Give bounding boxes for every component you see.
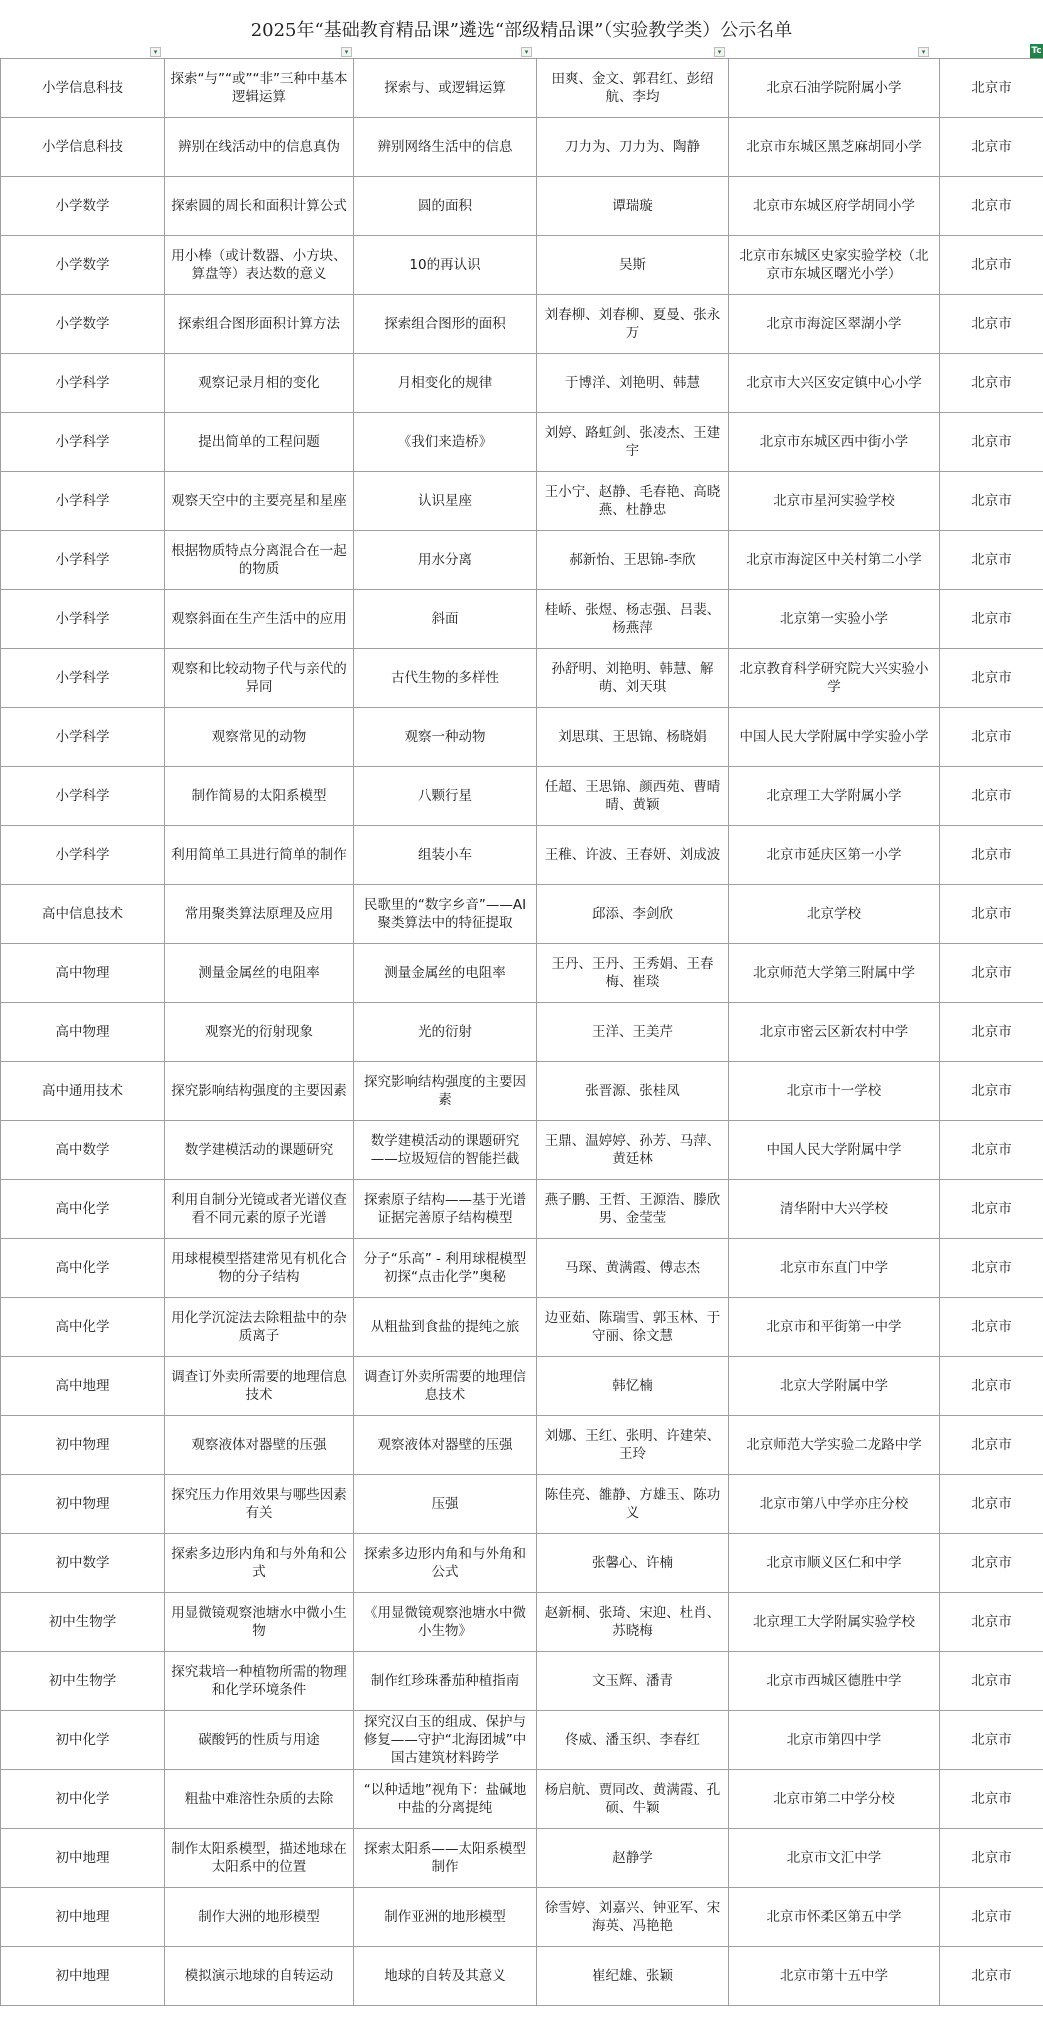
subject-cell: 高中化学 [1,1180,165,1239]
filter-dropdown-icon[interactable]: ▾ [521,47,532,57]
lesson-title-cell: “以种适地”视角下：盐碱地中盐的分离提纯 [354,1770,537,1829]
region-cell: 北京市 [940,767,1043,826]
filter-dropdown-icon[interactable]: ▾ [150,47,161,57]
experiment-cell: 探究影响结构强度的主要因素 [165,1062,354,1121]
school-cell: 北京理工大学附属实验学校 [729,1593,940,1652]
lesson-title-cell: 压强 [354,1475,537,1534]
school-cell: 北京市第二中学分校 [729,1770,940,1829]
subject-cell: 高中通用技术 [1,1062,165,1121]
subject-cell: 小学科学 [1,708,165,767]
lesson-title-cell: 观察一种动物 [354,708,537,767]
region-cell: 北京市 [940,1003,1043,1062]
experiment-cell: 利用简单工具进行简单的制作 [165,826,354,885]
school-cell: 北京市第四中学 [729,1711,940,1770]
subject-cell: 高中物理 [1,1003,165,1062]
school-cell: 北京市东城区黑芝麻胡同小学 [729,118,940,177]
region-cell: 北京市 [940,826,1043,885]
experiment-cell: 模拟演示地球的自转运动 [165,1947,354,2006]
table-row [1,767,1043,826]
table-row [1,1947,1043,2006]
lesson-title-cell: 辨别网络生活中的信息 [354,118,537,177]
experiment-cell: 观察常见的动物 [165,708,354,767]
school-cell: 北京市星河实验学校 [729,472,940,531]
teachers-cell: 谭瑞璇 [537,177,729,236]
table-row [1,590,1043,649]
table-row [1,1475,1043,1534]
teachers-cell: 刘春柳、刘春柳、夏曼、张永万 [537,295,729,354]
table-row [1,413,1043,472]
table-row [1,1121,1043,1180]
school-cell: 北京市东城区史家实验学校（北京市东城区曙光小学） [729,236,940,295]
filter-dropdown-icon[interactable]: ▾ [341,47,352,57]
teachers-cell: 刀力为、刀力为、陶静 [537,118,729,177]
table-row [1,826,1043,885]
teachers-cell: 刘思琪、王思锦、杨晓娟 [537,708,729,767]
subject-cell: 小学科学 [1,413,165,472]
teachers-cell: 王稚、许波、王春妍、刘成波 [537,826,729,885]
lesson-title-cell: 探索与、或逻辑运算 [354,59,537,118]
teachers-cell: 徐雪婷、刘嘉兴、钟亚军、宋海英、冯艳艳 [537,1888,729,1947]
table-row [1,1180,1043,1239]
region-cell: 北京市 [940,413,1043,472]
lesson-title-cell: 地球的自转及其意义 [354,1947,537,2006]
table-row [1,1770,1043,1829]
lesson-title-cell: 组装小车 [354,826,537,885]
experiment-cell: 粗盐中难溶性杂质的去除 [165,1770,354,1829]
table-row [1,354,1043,413]
lesson-title-cell: 认识星座 [354,472,537,531]
region-cell: 北京市 [940,1770,1043,1829]
lesson-title-cell: 探索原子结构——基于光谱证据完善原子结构模型 [354,1180,537,1239]
filter-dropdown-icon[interactable]: ▾ [714,47,725,57]
region-cell: 北京市 [940,59,1043,118]
experiment-cell: 碳酸钙的性质与用途 [165,1711,354,1770]
school-cell: 北京市第八中学亦庄分校 [729,1475,940,1534]
lesson-title-cell: 探究影响结构强度的主要因素 [354,1062,537,1121]
region-cell: 北京市 [940,531,1043,590]
experiment-cell: 观察和比较动物子代与亲代的异同 [165,649,354,708]
region-cell: 北京市 [940,354,1043,413]
table-row [1,59,1043,118]
table-row [1,1416,1043,1475]
subject-cell: 小学科学 [1,649,165,708]
table-row [1,1534,1043,1593]
school-cell: 清华附中大兴学校 [729,1180,940,1239]
experiment-cell: 观察光的衍射现象 [165,1003,354,1062]
school-cell: 北京市大兴区安定镇中心小学 [729,354,940,413]
experiment-cell: 利用自制分光镜或者光谱仪查看不同元素的原子光谱 [165,1180,354,1239]
experiment-cell: 制作简易的太阳系模型 [165,767,354,826]
subject-cell: 初中生物学 [1,1593,165,1652]
subject-cell: 小学科学 [1,590,165,649]
teachers-cell: 王丹、王丹、王秀娟、王春梅、崔琰 [537,944,729,1003]
region-cell: 北京市 [940,885,1043,944]
lesson-title-cell: 数学建模活动的课题研究——垃圾短信的智能拦截 [354,1121,537,1180]
table-row [1,649,1043,708]
subject-cell: 高中信息技术 [1,885,165,944]
school-cell: 北京市十一学校 [729,1062,940,1121]
teachers-cell: 吴斯 [537,236,729,295]
experiment-cell: 探究栽培一种植物所需的物理和化学环境条件 [165,1652,354,1711]
lesson-title-cell: 测量金属丝的电阻率 [354,944,537,1003]
school-cell: 北京市和平街第一中学 [729,1298,940,1357]
teachers-cell: 桂峤、张煜、杨志强、吕裴、杨燕萍 [537,590,729,649]
lesson-title-cell: 从粗盐到食盐的提纯之旅 [354,1298,537,1357]
table-row [1,1298,1043,1357]
filter-row [0,47,1043,58]
experiment-cell: 观察液体对器壁的压强 [165,1416,354,1475]
school-cell: 北京学校 [729,885,940,944]
teachers-cell: 韩忆楠 [537,1357,729,1416]
school-cell: 北京市文汇中学 [729,1829,940,1888]
award-list-table [0,58,1043,2006]
experiment-cell: 制作大洲的地形模型 [165,1888,354,1947]
region-cell: 北京市 [940,295,1043,354]
experiment-cell: 观察天空中的主要亮星和星座 [165,472,354,531]
experiment-cell: 用小棒（或计数器、小方块、算盘等）表达数的意义 [165,236,354,295]
teachers-cell: 于博洋、刘艳明、韩慧 [537,354,729,413]
subject-cell: 高中物理 [1,944,165,1003]
teachers-cell: 崔纪雄、张颖 [537,1947,729,2006]
lesson-title-cell: 圆的面积 [354,177,537,236]
teachers-cell: 陈佳亮、雒静、方雄玉、陈功义 [537,1475,729,1534]
school-cell: 北京大学附属中学 [729,1357,940,1416]
school-cell: 北京市第十五中学 [729,1947,940,2006]
lesson-title-cell: 月相变化的规律 [354,354,537,413]
lesson-title-cell: 探索组合图形的面积 [354,295,537,354]
subject-cell: 初中地理 [1,1829,165,1888]
lesson-title-cell: 探索太阳系——太阳系模型制作 [354,1829,537,1888]
subject-cell: 小学数学 [1,177,165,236]
region-cell: 北京市 [940,1652,1043,1711]
subject-cell: 初中地理 [1,1947,165,2006]
region-cell: 北京市 [940,1239,1043,1298]
subject-cell: 小学信息科技 [1,59,165,118]
experiment-cell: 制作太阳系模型，描述地球在太阳系中的位置 [165,1829,354,1888]
experiment-cell: 探索组合图形面积计算方法 [165,295,354,354]
teachers-cell: 邱添、李剑欣 [537,885,729,944]
experiment-cell: 探索多边形内角和与外角和公式 [165,1534,354,1593]
teachers-cell: 边亚茹、陈瑞雪、郭玉林、于守丽、徐文慧 [537,1298,729,1357]
award-list-body [1,59,1043,2006]
experiment-cell: 用化学沉淀法去除粗盐中的杂质离子 [165,1298,354,1357]
subject-cell: 初中化学 [1,1770,165,1829]
table-row [1,236,1043,295]
subject-cell: 初中物理 [1,1416,165,1475]
experiment-cell: 观察斜面在生产生活中的应用 [165,590,354,649]
lesson-title-cell: 八颗行星 [354,767,537,826]
subject-cell: 高中化学 [1,1298,165,1357]
school-cell: 北京石油学院附属小学 [729,59,940,118]
teachers-cell: 田爽、金文、郭君红、彭绍航、李均 [537,59,729,118]
table-row [1,295,1043,354]
experiment-cell: 提出简单的工程问题 [165,413,354,472]
subject-cell: 小学信息科技 [1,118,165,177]
lesson-title-cell: 用水分离 [354,531,537,590]
school-cell: 北京市东直门中学 [729,1239,940,1298]
region-cell: 北京市 [940,1357,1043,1416]
lesson-title-cell: 《我们来造桥》 [354,413,537,472]
experiment-cell: 常用聚类算法原理及应用 [165,885,354,944]
teachers-cell: 文玉辉、潘青 [537,1652,729,1711]
subject-cell: 小学科学 [1,767,165,826]
table-row [1,1062,1043,1121]
subject-cell: 初中数学 [1,1534,165,1593]
teachers-cell: 赵新桐、张琦、宋迎、杜肖、苏晓梅 [537,1593,729,1652]
experiment-cell: 辨别在线活动中的信息真伪 [165,118,354,177]
filter-dropdown-icon[interactable]: ▾ [918,47,929,57]
lesson-title-cell: 调查订外卖所需要的地理信息技术 [354,1357,537,1416]
school-cell: 北京第一实验小学 [729,590,940,649]
school-cell: 中国人民大学附属中学 [729,1121,940,1180]
subject-cell: 高中化学 [1,1239,165,1298]
table-row [1,472,1043,531]
region-cell: 北京市 [940,1829,1043,1888]
lesson-title-cell: 探索多边形内角和与外角和公式 [354,1534,537,1593]
subject-cell: 初中地理 [1,1888,165,1947]
table-row [1,1593,1043,1652]
experiment-cell: 探索“与”“或”“非”三种中基本逻辑运算 [165,59,354,118]
experiment-cell: 调查订外卖所需要的地理信息技术 [165,1357,354,1416]
school-cell: 北京市海淀区翠湖小学 [729,295,940,354]
school-cell: 北京市顺义区仁和中学 [729,1534,940,1593]
lesson-title-cell: 《用显微镜观察池塘水中微小生物》 [354,1593,537,1652]
region-cell: 北京市 [940,708,1043,767]
table-row [1,1003,1043,1062]
lesson-title-cell: 观察液体对器壁的压强 [354,1416,537,1475]
teachers-cell: 马琛、黄满霞、傅志杰 [537,1239,729,1298]
region-cell: 北京市 [940,1593,1043,1652]
experiment-cell: 观察记录月相的变化 [165,354,354,413]
region-cell: 北京市 [940,1416,1043,1475]
lesson-title-cell: 古代生物的多样性 [354,649,537,708]
teachers-cell: 赵静学 [537,1829,729,1888]
lesson-title-cell: 斜面 [354,590,537,649]
subject-cell: 小学科学 [1,354,165,413]
teachers-cell: 杨启航、贾同改、黄满霞、孔硕、牛颖 [537,1770,729,1829]
region-cell: 北京市 [940,236,1043,295]
teachers-cell: 佟威、潘玉织、李春红 [537,1711,729,1770]
subject-cell: 小学科学 [1,531,165,590]
experiment-cell: 用显微镜观察池塘水中微小生物 [165,1593,354,1652]
lesson-title-cell: 制作亚洲的地形模型 [354,1888,537,1947]
school-cell: 北京师范大学第三附属中学 [729,944,940,1003]
region-cell: 北京市 [940,1180,1043,1239]
teachers-cell: 任超、王思锦、颜西苑、曹晴晴、黄颖 [537,767,729,826]
subject-cell: 高中数学 [1,1121,165,1180]
table-row [1,944,1043,1003]
school-cell: 中国人民大学附属中学实验小学 [729,708,940,767]
school-cell: 北京市延庆区第一小学 [729,826,940,885]
school-cell: 北京教育科学研究院大兴实验小学 [729,649,940,708]
experiment-cell: 测量金属丝的电阻率 [165,944,354,1003]
region-cell: 北京市 [940,1475,1043,1534]
experiment-cell: 数学建模活动的课题研究 [165,1121,354,1180]
school-cell: 北京师范大学实验二龙路中学 [729,1416,940,1475]
experiment-cell: 根据物质特点分离混合在一起的物质 [165,531,354,590]
table-row [1,1652,1043,1711]
region-cell: 北京市 [940,177,1043,236]
table-row [1,1357,1043,1416]
teachers-cell: 燕子鹏、王哲、王源浩、滕欣男、金莹莹 [537,1180,729,1239]
table-row [1,531,1043,590]
subject-cell: 初中生物学 [1,1652,165,1711]
teachers-cell: 刘婷、路虹剑、张凌杰、王建宇 [537,413,729,472]
experiment-cell: 探究压力作用效果与哪些因素有关 [165,1475,354,1534]
table-row [1,708,1043,767]
subject-cell: 小学数学 [1,295,165,354]
school-cell: 北京理工大学附属小学 [729,767,940,826]
lesson-title-cell: 分子“乐高” - 利用球棍模型初探“点击化学”奥秘 [354,1239,537,1298]
lesson-title-cell: 探究汉白玉的组成、保护与修复——守护“北海团城”中国古建筑材料跨学 [354,1711,537,1770]
subject-cell: 高中地理 [1,1357,165,1416]
experiment-cell: 探索圆的周长和面积计算公式 [165,177,354,236]
teachers-cell: 王洋、王美芹 [537,1003,729,1062]
region-cell: 北京市 [940,1062,1043,1121]
subject-cell: 小学科学 [1,826,165,885]
region-cell: 北京市 [940,590,1043,649]
table-row [1,1829,1043,1888]
teachers-cell: 孙舒明、刘艳明、韩慧、解萌、刘天琪 [537,649,729,708]
region-cell: 北京市 [940,1888,1043,1947]
subject-cell: 初中物理 [1,1475,165,1534]
region-cell: 北京市 [940,649,1043,708]
lesson-title-cell: 10的再认识 [354,236,537,295]
table-row [1,177,1043,236]
lesson-title-cell: 光的衍射 [354,1003,537,1062]
subject-cell: 小学科学 [1,472,165,531]
region-cell: 北京市 [940,118,1043,177]
school-cell: 北京市海淀区中关村第二小学 [729,531,940,590]
region-cell: 北京市 [940,1534,1043,1593]
teachers-cell: 刘娜、王红、张明、许建荣、王玲 [537,1416,729,1475]
experiment-cell: 用球棍模型搭建常见有机化合物的分子结构 [165,1239,354,1298]
region-cell: 北京市 [940,1947,1043,2006]
lesson-title-cell: 制作红珍珠番茄种植指南 [354,1652,537,1711]
table-row [1,1711,1043,1770]
school-cell: 北京市东城区西中街小学 [729,413,940,472]
region-cell: 北京市 [940,472,1043,531]
region-cell: 北京市 [940,1121,1043,1180]
school-cell: 北京市西城区德胜中学 [729,1652,940,1711]
teachers-cell: 王鼎、温婷婷、孙芳、马萍、黄廷林 [537,1121,729,1180]
school-cell: 北京市怀柔区第五中学 [729,1888,940,1947]
region-cell: 北京市 [940,944,1043,1003]
school-cell: 北京市密云区新农村中学 [729,1003,940,1062]
teachers-cell: 王小宁、赵静、毛春艳、高晓燕、杜静忠 [537,472,729,531]
teachers-cell: 张晋源、张桂凤 [537,1062,729,1121]
region-cell: 北京市 [940,1711,1043,1770]
table-row [1,1888,1043,1947]
school-cell: 北京市东城区府学胡同小学 [729,177,940,236]
subject-cell: 小学数学 [1,236,165,295]
table-row [1,118,1043,177]
table-row [1,885,1043,944]
page-title: 2025年“基础教育精品课”遴选“部级精品课”（实验教学类）公示名单 [250,20,793,41]
teachers-cell: 张馨心、许楠 [537,1534,729,1593]
translate-badge-icon[interactable]: Tc [1031,46,1042,56]
subject-cell: 初中化学 [1,1711,165,1770]
teachers-cell: 郝新怡、王思锦-李欣 [537,531,729,590]
region-cell: 北京市 [940,1298,1043,1357]
lesson-title-cell: 民歌里的“数字乡音”——AI聚类算法中的特征提取 [354,885,537,944]
table-row [1,1239,1043,1298]
